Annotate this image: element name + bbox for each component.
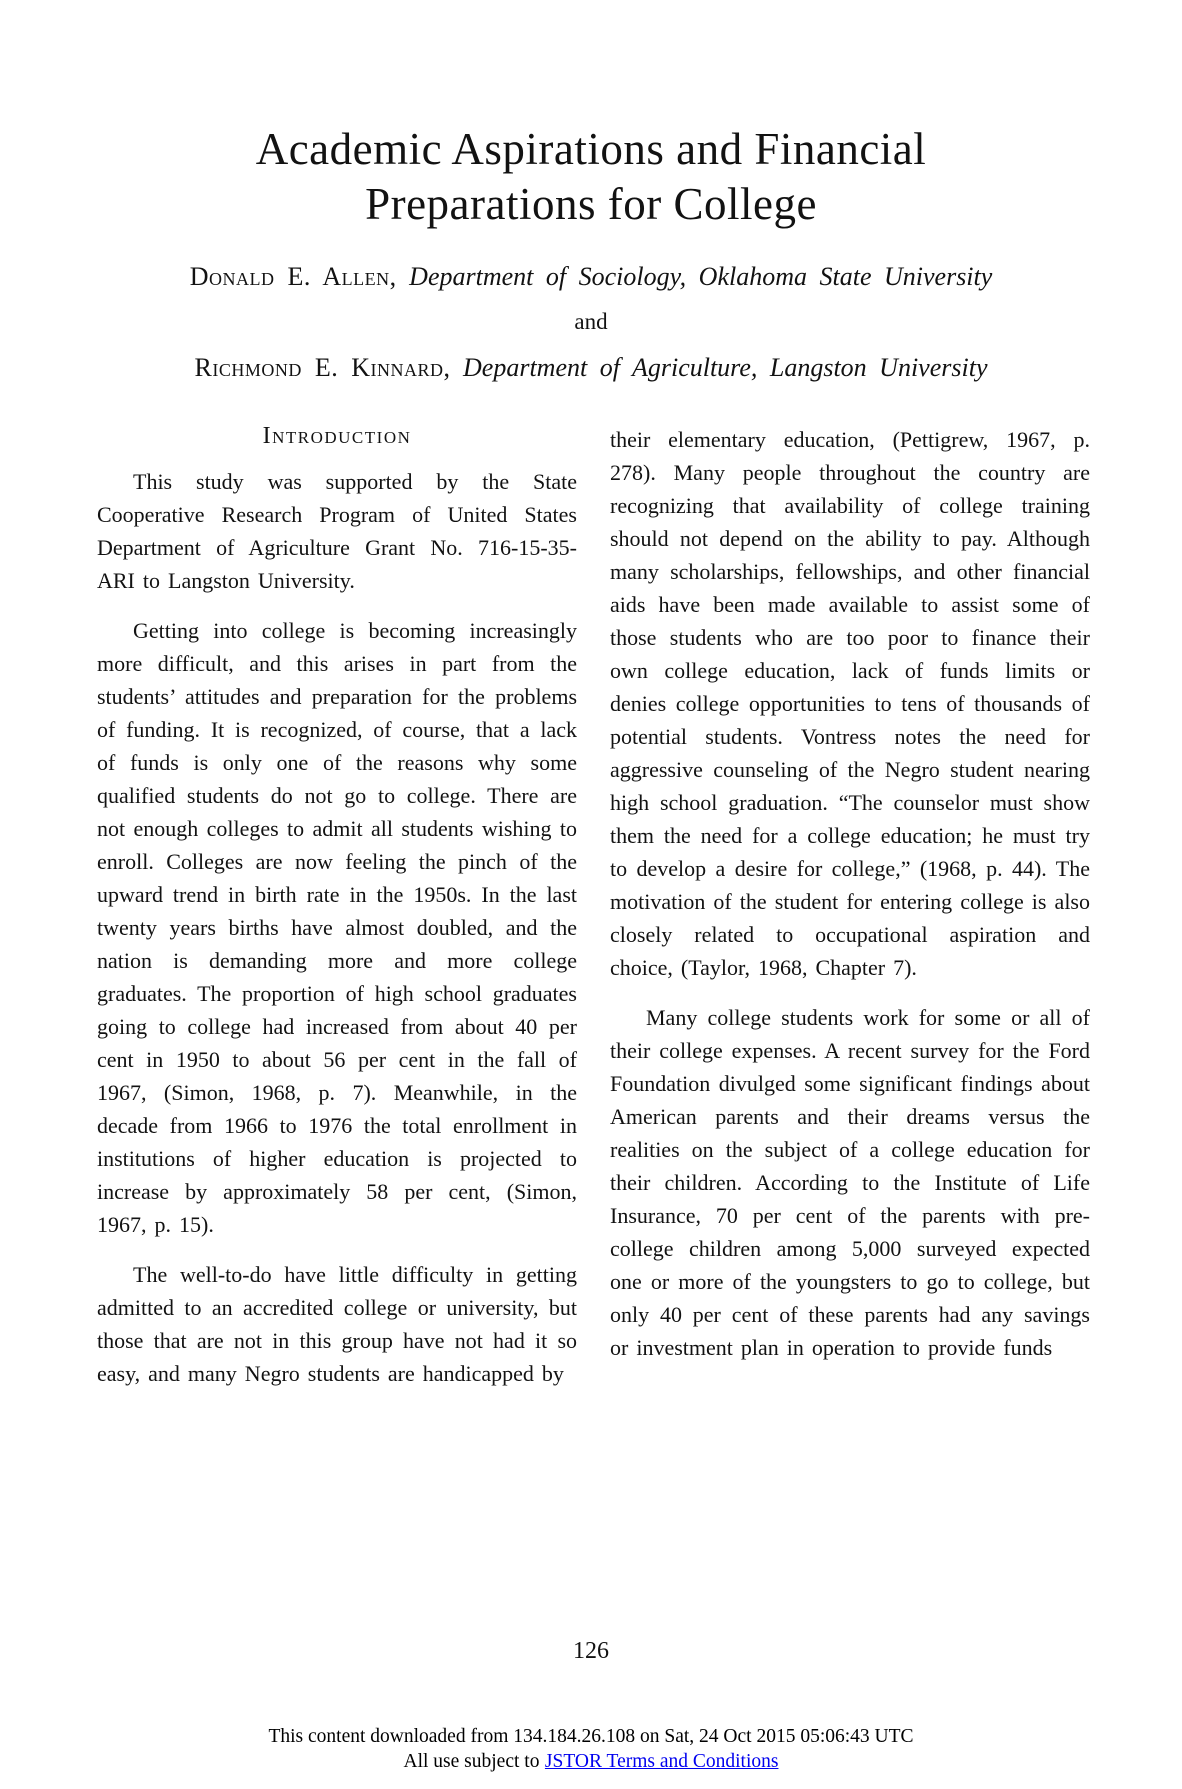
paragraph-well-to-do: The well-to-do have little difficulty in getting admitted to an accredited college or university, but those that are not in this group have not had it so easy, and many Negro students are handicapped by bbox=[97, 1262, 577, 1386]
byline-author-1 bbox=[0, 261, 1182, 293]
paper-title bbox=[0, 122, 1182, 232]
page-number: 126 bbox=[573, 1638, 609, 1664]
paragraph-getting-into-college: Getting into college is becoming increasingly more difficult, and this arises in part from the students’ attitudes and preparation for the problems of funding. It is recognized, of course, that a lack of funds is only one of the reasons why some qualified students do not go to college. There are not enough colleges to admit all students wishing to enroll. Colleges are now feeling the pinch of the upward trend in birth rate in the 1950s. In the last twenty years births have almost doubled, and the nation is demanding more and more college graduates. The proportion of high school graduates going to college had increased from about 40 per cent in 1950 to about 56 per cent in the fall of 1967, (Simon, 1968, p. 7). Meanwhile, in the decade from 1966 to 1976 the total enrollment in institutions of higher education is projected to increase by approximately 58 per cent, (Simon, 1967, p. 15). bbox=[97, 618, 577, 1237]
author-affiliation-2: Department of Agriculture, Langston University bbox=[463, 353, 988, 382]
body-columns bbox=[97, 423, 1090, 1390]
jstor-footer bbox=[0, 1724, 1182, 1774]
paragraph-grant-note: This study was supported by the State Cooperative Research Program of United States Department of Agriculture Grant No. 716-15-35-ARI to Langston University. bbox=[97, 469, 577, 593]
byline-author-2 bbox=[0, 352, 1182, 384]
paragraph-elementary-education: their elementary education, (Pettigrew, 1967, p. 278). Many people throughout the country are recognizing that availability of college training should not depend on the ability to pay. Although many scholarships, fellowships, and other financial aids have been made available to assist some of those students who are too poor to finance their own college education, lack of funds limits or denies college opportunities to tens of thousands of potential students. Vontress notes the need for aggressive counseling of the Negro student nearing high school graduation. “The counselor must show them the need for a college education; he must try to develop a desire for college,” (1968, p. 44). The motivation of the student for entering college is also closely related to occupational aspiration and choice, (Taylor, 1968, Chapter 7). bbox=[610, 427, 1090, 980]
author-name-1: Donald E. Allen, bbox=[189, 262, 397, 291]
paragraph-college-students-work: Many college students work for some or all of their college expenses. A recent survey for the Ford Foundation divulged some significant findings about American parents and their dreams versus the realities on the subject of a college education for their children. According to the Institute of Life Insurance, 70 per cent of the parents with pre-college children among 5,000 surveyed expected one or more of the youngsters to go to college, but only 40 per cent of these parents had any savings or investment plan in operation to provide funds bbox=[610, 1005, 1090, 1360]
author-name-2: Richmond E. Kinnard, bbox=[194, 353, 451, 382]
paper-title-line1: Academic Aspirations and Financial bbox=[255, 124, 927, 174]
usage-line bbox=[0, 1749, 1182, 1774]
terms-link[interactable]: JSTOR Terms and Conditions bbox=[544, 1751, 779, 1772]
section-heading-introduction: Introduction bbox=[262, 423, 412, 449]
usage-prefix: All use subject to bbox=[403, 1751, 540, 1772]
right-column bbox=[610, 423, 1090, 1390]
left-column bbox=[97, 423, 577, 1390]
author-affiliation-1: Department of Sociology, Oklahoma State University bbox=[409, 262, 993, 291]
download-notice: This content downloaded from 134.184.26.108 on Sat, 24 Oct 2015 05:06:43 UTC bbox=[268, 1726, 914, 1747]
paper-title-line2: Preparations for College bbox=[365, 179, 817, 229]
byline-connector: and bbox=[574, 309, 608, 334]
